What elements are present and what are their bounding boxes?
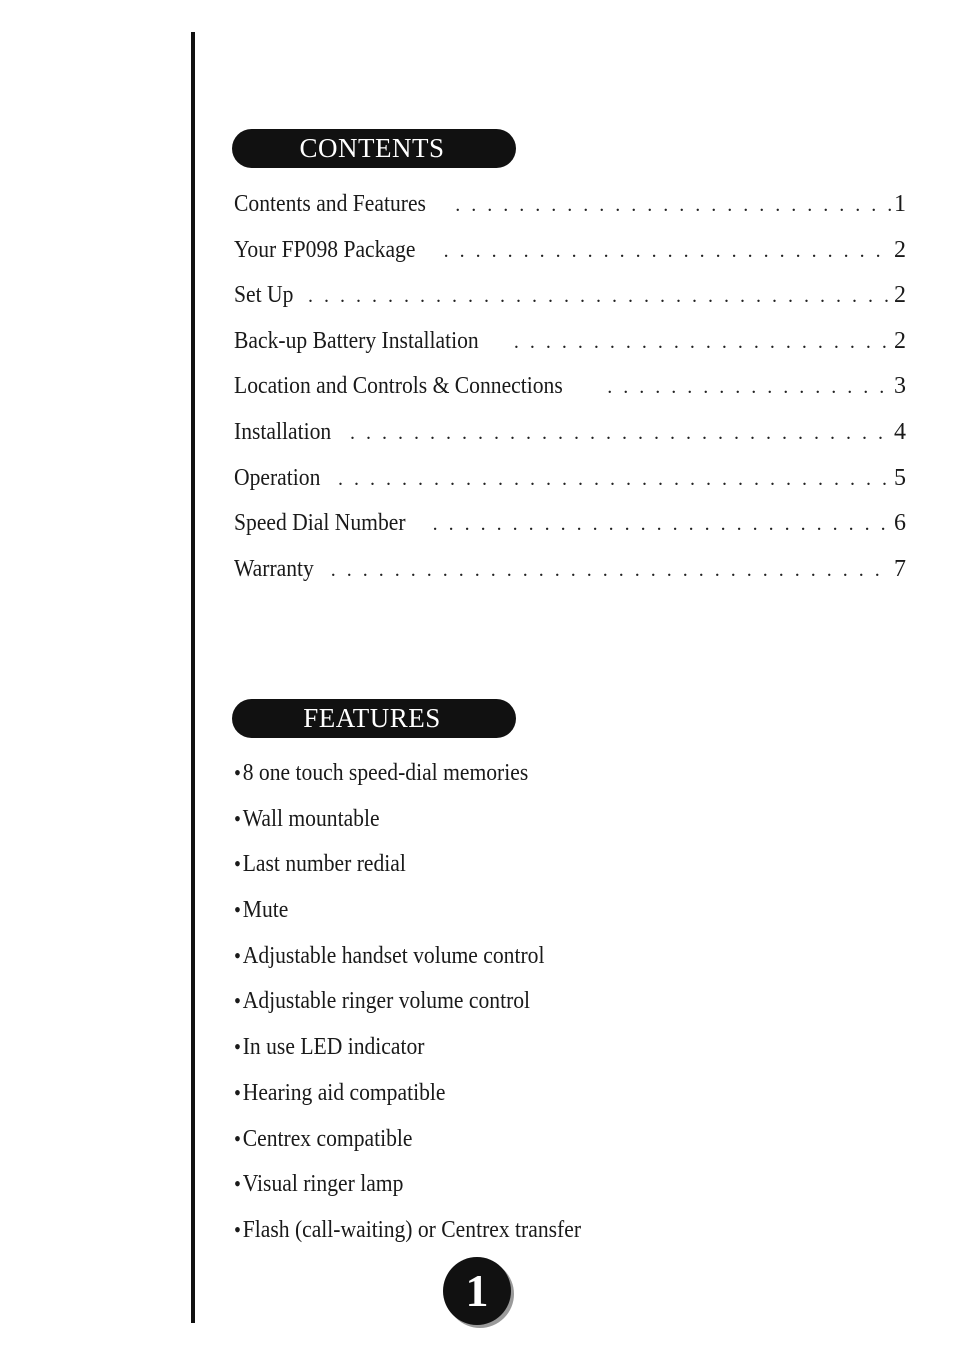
- bullet-icon: •: [234, 1034, 241, 1060]
- toc-entry-title: Warranty: [234, 555, 314, 582]
- feature-item: [234, 1034, 620, 1080]
- feature-item: [234, 943, 620, 989]
- feature-text: In use LED indicator: [242, 1034, 425, 1061]
- bullet-icon: •: [234, 760, 241, 785]
- feature-text: Visual ringer lamp: [242, 1171, 404, 1198]
- features-heading: [232, 699, 516, 738]
- toc-entry-page: 1: [894, 191, 906, 217]
- toc-entry-page: 3: [894, 373, 906, 400]
- features-heading-label: FEATURES: [303, 703, 441, 733]
- feature-item: [234, 760, 620, 806]
- toc-entry-title: Back-up Battery Installation: [234, 327, 479, 354]
- toc-leader-dots: [331, 559, 892, 582]
- toc-entry-page: 2: [894, 327, 906, 354]
- toc-entry-title: Your FP098 Package: [234, 236, 416, 263]
- toc-entry-page: 6: [894, 510, 906, 537]
- bullet-icon: •: [234, 988, 241, 1014]
- feature-text: Adjustable handset volume control: [242, 942, 545, 969]
- bullet-icon: •: [234, 1125, 241, 1151]
- feature-text: Hearing aid compatible: [242, 1079, 446, 1106]
- toc-entry-title: Operation: [234, 464, 321, 491]
- feature-item: [234, 1217, 620, 1263]
- toc-entry[interactable]: [234, 282, 906, 328]
- toc-entry[interactable]: [234, 510, 906, 556]
- feature-item: [234, 806, 620, 852]
- feature-item: [234, 851, 620, 897]
- toc-entry-title: Speed Dial Number: [234, 510, 406, 537]
- bullet-icon: •: [234, 942, 241, 968]
- left-margin-rule: [191, 32, 195, 1323]
- toc-entry-title: Location and Controls & Connections: [234, 373, 563, 400]
- toc-leader-dots: [338, 468, 892, 491]
- toc-entry[interactable]: [234, 191, 906, 237]
- page-number-badge: [443, 1257, 511, 1325]
- toc-leader-dots: [433, 513, 892, 536]
- feature-text: Adjustable ringer volume control: [242, 988, 531, 1015]
- toc-entry-title: Contents and Features: [234, 191, 426, 217]
- table-of-contents: [234, 191, 906, 601]
- toc-leader-dots: [444, 240, 892, 263]
- toc-entry-page: 2: [894, 282, 906, 309]
- toc-entry[interactable]: [234, 556, 906, 602]
- feature-text: Mute: [242, 897, 289, 924]
- toc-entry-page: 4: [894, 418, 906, 445]
- toc-leader-dots: [607, 376, 892, 399]
- toc-entry-page: 7: [894, 555, 906, 582]
- toc-entry[interactable]: [234, 237, 906, 283]
- feature-item: [234, 1171, 620, 1217]
- toc-entry[interactable]: [234, 328, 906, 374]
- toc-entry[interactable]: [234, 419, 906, 465]
- feature-text: Flash (call-waiting) or Centrex transfer: [242, 1216, 582, 1243]
- toc-leader-dots: [455, 194, 892, 217]
- toc-entry-page: 5: [894, 464, 906, 491]
- bullet-icon: •: [234, 897, 241, 923]
- toc-leader-dots: [514, 331, 892, 354]
- feature-text: 8 one touch speed-dial memories: [242, 760, 529, 786]
- toc-leader-dots: [350, 422, 892, 445]
- toc-entry[interactable]: [234, 373, 906, 419]
- feature-text: Wall mountable: [242, 805, 380, 832]
- bullet-icon: •: [234, 1171, 241, 1197]
- feature-item: [234, 1126, 620, 1172]
- features-list: [234, 760, 620, 1263]
- contents-heading: [232, 129, 516, 168]
- toc-entry-title: Set Up: [234, 282, 294, 309]
- feature-item: [234, 897, 620, 943]
- feature-text: Centrex compatible: [242, 1125, 413, 1152]
- bullet-icon: •: [234, 805, 241, 831]
- feature-text: Last number redial: [242, 851, 406, 878]
- feature-item: [234, 988, 620, 1034]
- toc-entry-page: 2: [894, 236, 906, 263]
- toc-leader-dots: [308, 285, 892, 308]
- page-number: 1: [465, 1265, 489, 1316]
- bullet-icon: •: [234, 851, 241, 877]
- bullet-icon: •: [234, 1079, 241, 1105]
- contents-heading-label: CONTENTS: [299, 133, 445, 163]
- toc-entry-title: Installation: [234, 418, 332, 445]
- toc-entry[interactable]: [234, 465, 906, 511]
- feature-item: [234, 1080, 620, 1126]
- bullet-icon: •: [234, 1216, 241, 1242]
